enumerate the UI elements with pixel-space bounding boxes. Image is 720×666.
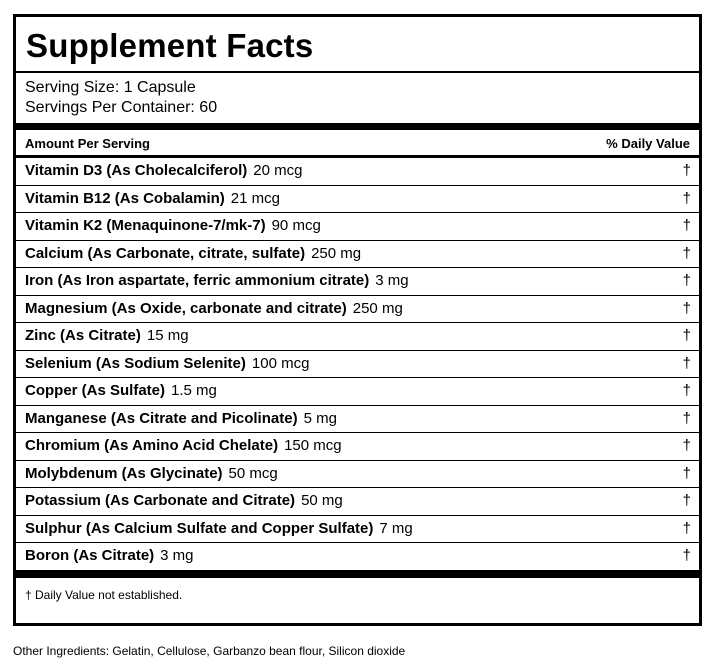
nutrient-row [16, 433, 699, 461]
nutrient-name [25, 351, 309, 377]
nutrient-amount: 50 mcg [228, 464, 278, 482]
serving-divider [16, 123, 699, 130]
nutrient-amount: 100 mcg [251, 354, 310, 372]
amount-per-serving-label: Amount Per Serving [25, 136, 150, 151]
nutrient-name [25, 323, 189, 349]
nutrient-amount: 1.5 mg [171, 382, 217, 399]
nutrient-row [16, 378, 699, 406]
nutrient-name [25, 433, 342, 459]
nutrient-name-text: Molybdenum (As Glycinate) [25, 464, 223, 482]
nutrient-amount: 3 mg [160, 547, 194, 564]
nutrient-row [16, 351, 699, 379]
nutrient-amount: 7 mg [379, 519, 413, 537]
nutrient-list [16, 158, 699, 571]
nutrient-daily-value: † [682, 327, 691, 344]
nutrient-daily-value: † [682, 217, 691, 234]
nutrient-row [16, 488, 699, 516]
nutrient-name [25, 516, 413, 542]
footnote: † Daily Value not established. [25, 588, 183, 602]
nutrient-daily-value: † [682, 437, 691, 454]
nutrient-row [16, 323, 699, 351]
table-header [25, 134, 690, 154]
nutrient-daily-value: † [682, 299, 691, 317]
nutrient-amount: 150 mcg [284, 437, 342, 454]
nutrient-amount: 21 mcg [230, 189, 280, 207]
nutrient-name [25, 378, 217, 404]
nutrient-name-text: Calcium (As Carbonate, citrate, sulfate) [25, 244, 306, 262]
nutrient-name [25, 158, 303, 184]
nutrient-row [16, 158, 699, 186]
nutrient-name-text: Sulphur (As Calcium Sulfate and Copper Sulfate) [25, 519, 374, 537]
nutrient-daily-value: † [682, 162, 691, 179]
nutrient-name [25, 543, 194, 569]
nutrient-row [16, 543, 699, 571]
nutrient-amount: 90 mcg [271, 217, 321, 234]
nutrient-name-text: Vitamin D3 (As Cholecalciferol) [25, 162, 248, 179]
nutrient-daily-value: † [682, 354, 691, 372]
nutrient-name-text: Chromium (As Amino Acid Chelate) [25, 437, 279, 454]
nutrient-daily-value: † [682, 382, 691, 399]
nutrient-amount: 3 mg [375, 272, 409, 289]
nutrient-daily-value: † [682, 409, 691, 427]
nutrient-name-text: Copper (As Sulfate) [25, 382, 166, 399]
nutrient-name-text: Manganese (As Citrate and Picolinate) [25, 409, 298, 427]
nutrient-name-text: Iron (As Iron aspartate, ferric ammonium citrate) [25, 272, 370, 289]
nutrient-amount: 250 mg [352, 299, 403, 317]
nutrient-name [25, 186, 280, 212]
nutrient-daily-value: † [682, 189, 691, 207]
nutrient-name-text: Zinc (As Citrate) [25, 327, 141, 344]
footer-divider [16, 571, 699, 578]
nutrient-name [25, 213, 321, 239]
nutrient-amount: 20 mcg [253, 162, 303, 179]
nutrient-amount: 5 mg [303, 409, 337, 427]
supplement-facts-panel [13, 14, 702, 626]
nutrient-row [16, 186, 699, 214]
serving-info [25, 78, 217, 118]
nutrient-name-text: Magnesium (As Oxide, carbonate and citrate) [25, 299, 347, 317]
nutrient-amount: 15 mg [146, 327, 189, 344]
nutrient-name-text: Boron (As Citrate) [25, 547, 155, 564]
nutrient-row [16, 296, 699, 324]
serving-size: Serving Size: 1 Capsule [25, 79, 196, 96]
nutrient-daily-value: † [682, 492, 691, 509]
nutrient-name-text: Vitamin K2 (Menaquinone-7/mk-7) [25, 217, 266, 234]
nutrient-name [25, 268, 409, 294]
nutrient-name-text: Potassium (As Carbonate and Citrate) [25, 492, 296, 509]
nutrient-name [25, 488, 343, 514]
nutrient-daily-value: † [682, 272, 691, 289]
nutrient-name-text: Vitamin B12 (As Cobalamin) [25, 189, 225, 207]
daily-value-label: % Daily Value [606, 136, 690, 151]
nutrient-name [25, 296, 403, 322]
nutrient-name [25, 461, 278, 487]
nutrient-daily-value: † [682, 464, 691, 482]
nutrient-row [16, 461, 699, 489]
nutrient-daily-value: † [682, 519, 691, 537]
nutrient-row [16, 268, 699, 296]
nutrient-row [16, 516, 699, 544]
title-divider [16, 71, 699, 73]
nutrient-name-text: Selenium (As Sodium Selenite) [25, 354, 246, 372]
nutrient-name [25, 241, 361, 267]
panel-title: Supplement Facts [26, 27, 314, 64]
nutrient-amount: 250 mg [311, 244, 362, 262]
nutrient-daily-value: † [682, 547, 691, 564]
nutrient-row [16, 213, 699, 241]
nutrient-amount: 50 mg [301, 492, 343, 509]
nutrient-row [16, 406, 699, 434]
other-ingredients: Other Ingredients: Gelatin, Cellulose, Garbanzo bean flour, Silicon dioxide [13, 644, 406, 658]
servings-per-container: Servings Per Container: 60 [25, 99, 218, 116]
nutrient-name [25, 406, 337, 432]
nutrient-daily-value: † [682, 244, 691, 262]
nutrient-row [16, 241, 699, 269]
